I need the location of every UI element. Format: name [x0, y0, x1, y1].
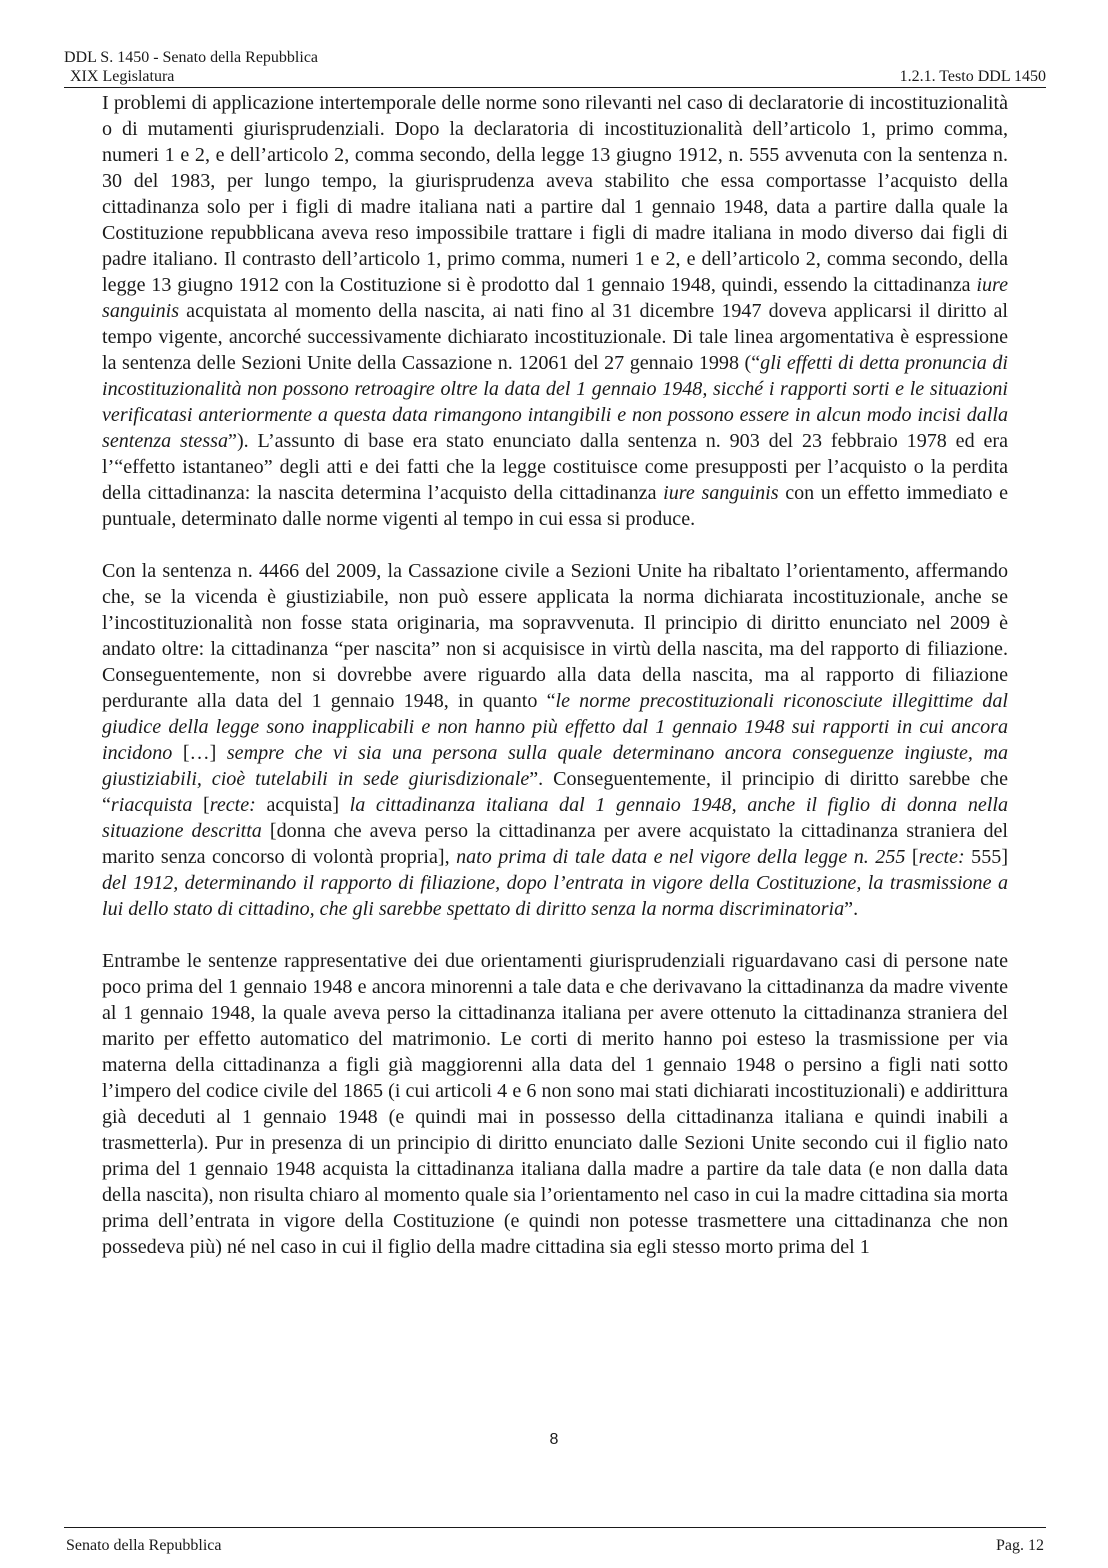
page-number: 8 — [549, 1431, 559, 1448]
text-run: Con la sentenza n. 4466 del 2009, la Cassazione civile a Sezioni Unite ha ribaltato l’orientamento, affermando che, se la vicenda è giustiziabile, non può essere applicata la norma dichiarata incostituzionale, anche se l’incostituzionalità non fosse stata originaria, ma sopravvenuta. Il principio di diritto enunciato nel 2009 è andato oltre: la cittadinanza “per nascita” non si acquisisce in virtù della nascita, ma del rapporto di filiazione. Conseguentemente, non si dovrebbe avere riguardo alla data della nascita, ma al rapporto di filiazione perdurante alla data del 1 gennaio 1948, in quanto “ — [102, 560, 1008, 712]
document-body — [102, 90, 1008, 1260]
italic-text-run: nato prima di tale data e nel vigore della legge n. 255 — [456, 846, 906, 868]
page-header — [64, 48, 1046, 88]
text-run: I problemi di applicazione intertemporale delle norme sono rilevanti nel caso di declaratorie di incostituzionalità o di mutamenti giurisprudenziali. Dopo la declaratoria di incostituzionalità dell’articolo 1, primo comma, numeri 1 e 2, e dell’articolo 2, comma secondo, della legge 13 giugno 1912, n. 555 avvenuta con la sentenza n. 30 del 1983, per lungo tempo, la giurisprudenza aveva stabilito che essa comportasse l’acquisto della cittadinanza solo per i figli di madre italiana nati a partire dal 1 gennaio 1948, data a partire dalla quale la Costituzione repubblicana aveva reso impossibile trattare i figli di madre italiana in modo diverso dai figli di padre italiano. Il contrasto dell’articolo 1, primo comma, numeri 1 e 2, e dell’articolo 2, comma secondo, della legge 13 giugno 1912 con la Costituzione si è prodotto dal 1 gennaio 1948, quindi, essendo la cittadinanza — [102, 92, 1008, 296]
text-run: [ — [192, 794, 210, 816]
footer-publisher: Senato della Repubblica — [66, 1537, 222, 1554]
italic-text-run: riacquista — [110, 794, 193, 816]
text-run: […] — [172, 742, 227, 764]
italic-text-run: le norme precostituzionali riconosciute illegittime dal giudice della legge sono inapplicabili e non hanno più effetto dal 1 gennaio 1948 sui rapporti in cui ancora incidono — [102, 690, 1008, 764]
italic-text-run: sempre che vi sia una persona sulla quale determinano ancora conseguenze ingiuste, ma giustiziabili, cioè tutelabili in sede giurisdizionale — [102, 742, 1008, 790]
body-paragraph — [102, 90, 1008, 532]
footer-page-label: Pag. 12 — [996, 1537, 1044, 1554]
body-paragraph — [102, 558, 1008, 922]
header-rule-row — [64, 68, 1046, 88]
text-run: con un effetto immediato e puntuale, determinato dalle norme vigenti al tempo in cui essa si produce. — [102, 482, 1009, 530]
text-run: [ — [905, 846, 919, 868]
text-run: ”. — [844, 898, 859, 920]
section-label: 1.2.1. Testo DDL 1450 — [899, 68, 1046, 85]
text-run: Entrambe le sentenze rappresentative dei due orientamenti giurisprudenziali riguardavano casi di persone nate poco prima del 1 gennaio 1948 e ancora minorenni a tale data e che derivavano la cittadinanza da madre vivente al 1 gennaio 1948, la quale aveva perso la cittadinanza italiana per avere ottenuto la cittadinanza straniera del marito per effetto automatico del matrimonio. Le corti di merito hanno poi esteso la trasmissione per via materna della cittadinanza a figli già maggiorenni alla data del 1 gennaio 1948 o persino a figli nati sotto l’impero del codice civile del 1865 (i cui articoli 4 e 6 non sono mai stati dichiarati incostituzionali) e addirittura già deceduti al 1 gennaio 1948 (e quindi mai in possesso della cittadinanza italiana e quindi inabili a trasmetterla). Pur in presenza di un principio di diritto enunciato dalle Sezioni Unite secondo cui il figlio nato prima del 1 gennaio 1948 acquista la cittadinanza italiana dalla madre a partire da tale data (e non dalla data della nascita), non risulta chiaro al momento quale sia l’orientamento nel caso in cui la madre cittadina sia morta prima dell’entrata in vigore della Costituzione (e quindi non potesse trasmettere una cittadinanza che non possedeva più) né nel caso in cui il figlio della madre cittadina sia egli stesso morto prima del 1 — [102, 950, 1008, 1258]
italic-text-run: gli effetti di detta pronuncia di incostituzionalità non possono retroagire oltre la data del 1 gennaio 1948, sicché i rapporti sorti e le situazioni verificatasi anteriormente a questa data rimangono intangibili e non possono essere in alcun modo incisi dalla sentenza stessa — [102, 352, 1008, 452]
body-paragraph — [102, 948, 1008, 1260]
page-footer — [64, 1527, 1046, 1556]
italic-text-run: iure sanguinis — [102, 274, 1008, 322]
text-run: 555] — [964, 846, 1009, 868]
text-run: [donna che aveva perso la cittadinanza per avere acquistato la cittadinanza straniera del marito senza concorso di volontà propria], — [102, 820, 1008, 868]
text-run: acquistata al momento della nascita, ai nati fino al 31 dicembre 1947 doveva applicarsi il diritto al tempo vigente, ancorché successivamente dichiarato incostituzionale. Di tale linea argomentativa è espressione la sentenza delle Sezioni Unite della Cassazione n. 12061 del 27 gennaio 1998 (“ — [102, 300, 1008, 374]
document-title: DDL S. 1450 - Senato della Repubblica — [64, 49, 319, 66]
text-run: ”. Conseguentemente, il principio di diritto sarebbe che “ — [102, 768, 1008, 816]
italic-text-run: del 1912, determinando il rapporto di filiazione, dopo l’entrata in vigore della Costituzione, la trasmissione a lui dello stato di cittadino, che gli sarebbe spettato di diritto senza la norma discriminatoria — [102, 872, 1008, 920]
italic-text-run: iure sanguinis — [663, 482, 779, 504]
text-run: ”). L’assunto di base era stato enunciato dalla sentenza n. 903 del 23 febbraio 1978 ed era l’“effetto istantaneo” degli atti e dei fatti che la legge costituisce come presupposti per l’acquisto o la perdita della cittadinanza: la nascita determina l’acquisto della cittadinanza — [102, 430, 1009, 504]
text-run: acquista] — [255, 794, 350, 816]
legislature-label: XIX Legislatura — [70, 68, 175, 85]
italic-text-run: la cittadinanza italiana dal 1 gennaio 1948, anche il figlio di donna nella situazione descritta — [102, 794, 1009, 842]
italic-text-run: recte: — [918, 846, 965, 868]
italic-text-run: recte: — [209, 794, 256, 816]
